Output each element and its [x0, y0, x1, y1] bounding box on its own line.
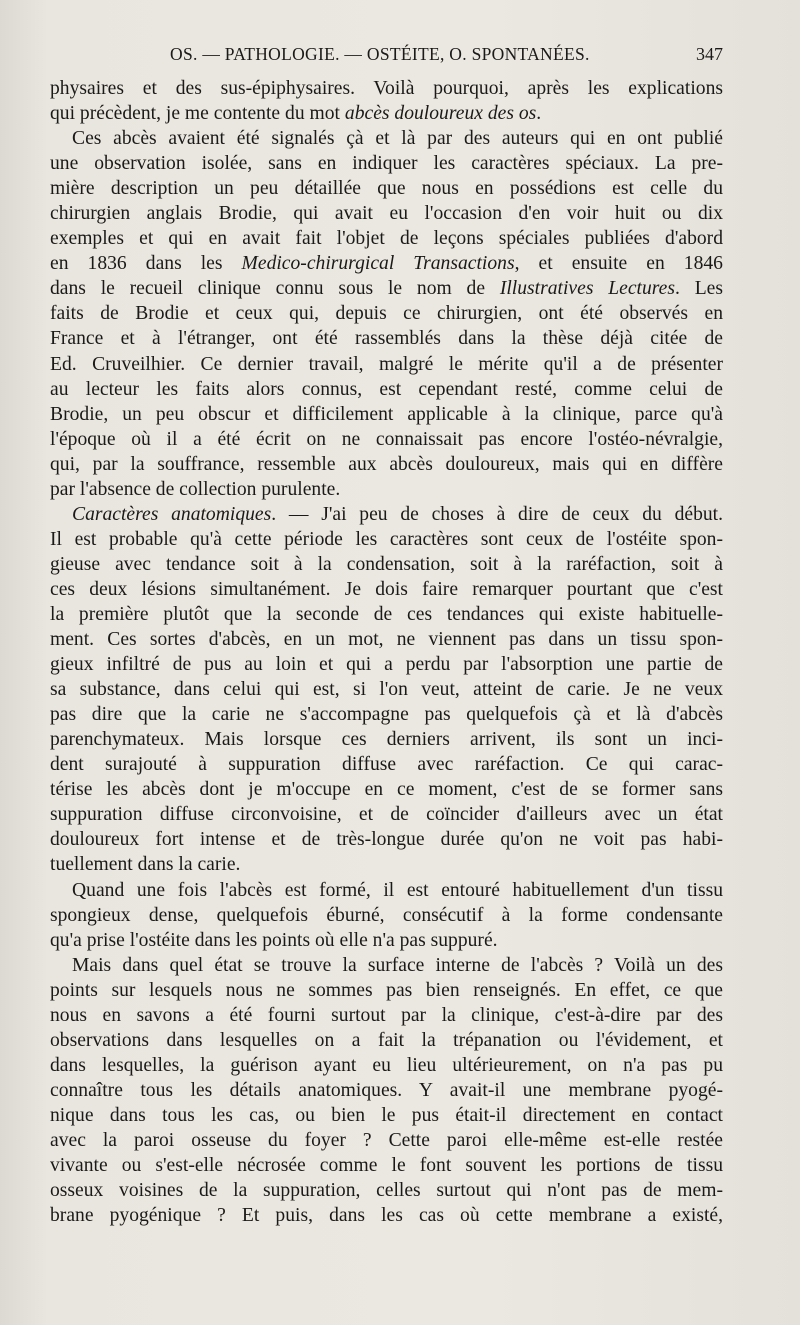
text-line [50, 1153, 723, 1178]
text-run: vivante ou s'est-elle nécrosée comme le font souvent les portions de tissu [50, 1155, 723, 1177]
text-line [50, 978, 723, 1003]
page-header [50, 44, 723, 70]
text-run: . Les [675, 278, 723, 300]
text-run: pas dire que la carie ne s'accompagne pas quelquefois çà et là d'abcès [50, 704, 723, 726]
text-line [50, 727, 723, 752]
text-line [50, 878, 723, 903]
text-run: . [536, 103, 542, 125]
text-line [50, 101, 723, 126]
text-line [50, 1028, 723, 1053]
text-line [50, 151, 723, 176]
text-line [50, 176, 723, 201]
text-line [50, 777, 723, 802]
text-run: qu'a prise l'ostéite dans les points où elle n'a pas suppuré. [50, 929, 498, 951]
text-run: mière description un peu détaillée que nous en possédions est celle du [50, 178, 723, 200]
text-run: douloureux fort intense et de très-longue durée qu'on ne voit pas habi- [50, 829, 723, 851]
text-line [50, 226, 723, 251]
text-line [50, 427, 723, 452]
text-run: osseux voisines de la suppuration, celles surtout qui n'ont pas de mem- [50, 1180, 723, 1202]
text-line [50, 852, 723, 877]
text-run: l'époque où il a été écrit on ne connaissait pas encore l'ostéo-névralgie, [50, 428, 723, 450]
text-line [50, 928, 723, 953]
text-run: connaître tous les détails anatomiques. Y avait-il une membrane pyogé- [50, 1079, 723, 1101]
text-run: Ed. Cruveilhier. Ce dernier travail, malgré le mérite qu'il a de présenter [50, 353, 723, 375]
text-run: . — J'ai peu de choses à dire de ceux du début. [271, 503, 723, 525]
text-line [50, 201, 723, 226]
text-line [50, 1003, 723, 1028]
text-run: sa substance, dans celui qui est, si l'on veut, atteint de carie. Je ne veux [50, 679, 723, 701]
text-run: Quand une fois l'abcès est formé, il est entouré habituellement d'un tissu [72, 879, 723, 901]
text-line [50, 502, 723, 527]
text-line [50, 76, 723, 101]
text-run: nique dans tous les cas, ou bien le pus était-il directement en contact [50, 1104, 723, 1126]
text-line [50, 352, 723, 377]
text-run: observations dans lesquelles on a fait la trépanation ou l'évidement, et [50, 1029, 723, 1051]
italic-text: abcès douloureux des os [344, 103, 537, 125]
text-line [50, 402, 723, 427]
text-run: térise les abcès dont je m'occupe en ce moment, c'est de se former sans [50, 779, 723, 801]
text-line [50, 652, 723, 677]
text-line [50, 126, 723, 151]
text-line [50, 1203, 723, 1228]
text-line [50, 377, 723, 402]
text-run: par l'absence de collection purulente. [50, 478, 341, 500]
text-line [50, 301, 723, 326]
text-run: en 1836 dans les [50, 253, 242, 275]
text-line [50, 903, 723, 928]
text-line [50, 752, 723, 777]
text-run: gieux infiltré de pus au loin et qui a perdu par l'absorption une partie de [50, 654, 723, 676]
text-run: faits de Brodie et ceux qui, depuis ce chirurgien, ont été observés en [50, 303, 723, 325]
text-line [50, 552, 723, 577]
text-run: parenchymateux. Mais lorsque ces derniers arrivent, ils sont un inci- [50, 729, 723, 751]
text-line [50, 527, 723, 552]
text-run: , et ensuite en 1846 [514, 253, 723, 275]
italic-text: Caractères anatomiques [72, 503, 272, 525]
text-run: ces deux lésions simultanément. Je dois faire remarquer pourtant que c'est [50, 578, 723, 600]
text-run: avec la paroi osseuse du foyer ? Cette paroi elle-même est-elle restée [50, 1129, 723, 1151]
text-run: qui, par la souffrance, ressemble aux abcès douloureux, mais qui en diffère [50, 453, 723, 475]
text-run: dans lesquelles, la guérison ayant eu lieu ultérieurement, on n'a pas pu [50, 1054, 723, 1076]
text-run: France et à l'étranger, ont été rassemblés dans la thèse déjà citée de [50, 328, 723, 350]
text-run: points sur lesquels nous ne sommes pas bien renseignés. En effet, ce que [50, 979, 723, 1001]
text-run: chirurgien anglais Brodie, qui avait eu l'occasion d'en voir huit ou dix [50, 203, 723, 225]
text-line [50, 1078, 723, 1103]
text-run: Brodie, un peu obscur et difficilement applicable à la clinique, parce qu'à [50, 403, 723, 425]
italic-text: Medico-chirurgical Transactions [241, 253, 515, 275]
italic-text: Illustratives Lectures [499, 278, 675, 300]
text-run: qui précèdent, je me contente du mot [50, 103, 345, 125]
text-line [50, 1053, 723, 1078]
page-number: 347 [696, 44, 723, 64]
text-line [50, 627, 723, 652]
text-run: Ces abcès avaient été signalés çà et là par des auteurs qui en ont publié [72, 128, 723, 150]
text-line [50, 953, 723, 978]
text-run: suppuration diffuse circonvoisine, et de coïncider d'ailleurs avec un état [50, 804, 723, 826]
text-line [50, 326, 723, 351]
text-line [50, 827, 723, 852]
text-run: ment. Ces sortes d'abcès, en un mot, ne viennent pas dans un tissu spon- [50, 629, 723, 651]
body-text [50, 76, 723, 1228]
text-run: spongieux dense, quelquefois éburné, consécutif à la forme condensante [50, 904, 723, 926]
text-line [50, 602, 723, 627]
text-line [50, 1178, 723, 1203]
text-run: gieuse avec tendance soit à la condensation, soit à la raréfaction, soit à [50, 553, 723, 575]
text-line [50, 276, 723, 301]
text-line [50, 251, 723, 276]
text-run: la première plutôt que la seconde de ces tendances qui existe habituelle- [50, 603, 723, 625]
text-run: Il est probable qu'à cette période les caractères sont ceux de l'ostéite spon- [50, 528, 723, 550]
text-line [50, 477, 723, 502]
text-line [50, 452, 723, 477]
text-run: nous en savons a été fourni surtout par la clinique, c'est-à-dire par des [50, 1004, 723, 1026]
text-run: physaires et des sus-épiphysaires. Voilà pourquoi, après les explications [50, 78, 723, 99]
text-run: exemples et qui en avait fait l'objet de leçons spéciales publiées d'abord [50, 228, 723, 250]
text-run: dans le recueil clinique connu sous le nom de [50, 278, 500, 300]
text-run: Mais dans quel état se trouve la surface interne de l'abcès ? Voilà un des [72, 954, 723, 976]
text-line [50, 802, 723, 827]
text-run: brane pyogénique ? Et puis, dans les cas où cette membrane a existé, [50, 1205, 723, 1227]
text-line [50, 677, 723, 702]
text-line [50, 577, 723, 602]
text-line [50, 1128, 723, 1153]
text-run: tuellement dans la carie. [50, 854, 241, 876]
text-run: dent surajouté à suppuration diffuse avec raréfaction. Ce qui carac- [50, 754, 723, 776]
text-run: au lecteur les faits alors connus, est cependant resté, comme celui de [50, 378, 723, 400]
text-line [50, 1103, 723, 1128]
running-head: OS. — PATHOLOGIE. — OSTÉITE, O. SPONTANÉES. [170, 44, 590, 64]
text-run: une observation isolée, sans en indiquer les caractères spéciaux. La pre- [50, 153, 723, 175]
text-line [50, 702, 723, 727]
